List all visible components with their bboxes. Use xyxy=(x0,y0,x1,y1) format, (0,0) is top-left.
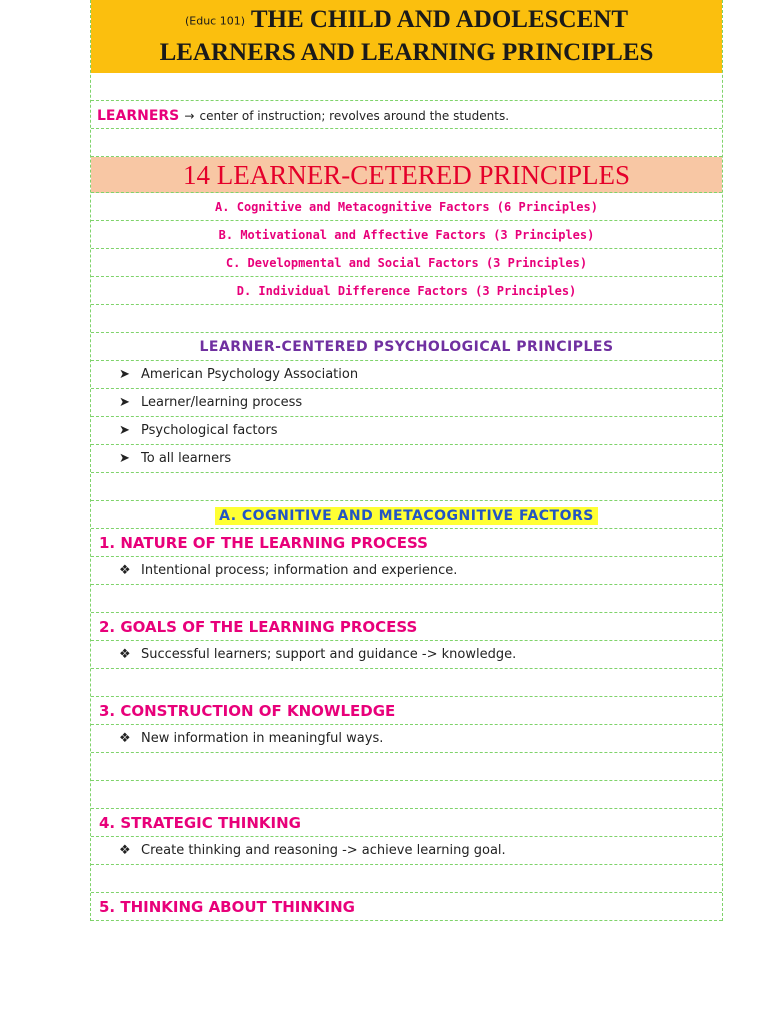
document-page xyxy=(90,0,723,921)
principle-heading: 4. STRATEGIC THINKING xyxy=(99,814,301,832)
category-line xyxy=(91,221,722,249)
psych-bullet-line xyxy=(91,389,722,417)
diamond-bullet-icon: ❖ xyxy=(119,731,131,746)
category-item: A. Cognitive and Metacognitive Factors (6 Principles) xyxy=(215,200,598,214)
blank-line xyxy=(91,585,722,613)
principle-point-line xyxy=(91,725,722,753)
psych-bullet-text: Psychological factors xyxy=(141,423,278,438)
principle-point: Successful learners; support and guidance -> knowledge. xyxy=(141,647,517,662)
blank-line xyxy=(91,73,722,101)
arrowhead-bullet-icon: ➤ xyxy=(119,423,130,438)
principle-heading-line xyxy=(91,809,722,837)
psych-bullet-text: American Psychology Association xyxy=(141,367,359,382)
category-line xyxy=(91,249,722,277)
blank-line xyxy=(91,669,722,697)
psych-title-line xyxy=(91,333,722,361)
principles-title-band xyxy=(91,157,722,193)
course-code: (Educ 101) xyxy=(184,14,246,28)
blank-line xyxy=(91,305,722,333)
blank-line xyxy=(91,781,722,809)
learners-definition-line xyxy=(91,101,722,129)
psych-bullet-line xyxy=(91,417,722,445)
learners-definition: center of instruction; revolves around the students. xyxy=(199,109,510,123)
document-header xyxy=(91,0,722,73)
principle-heading-line xyxy=(91,613,722,641)
principle-heading-line xyxy=(91,529,722,557)
category-item: C. Developmental and Social Factors (3 Principles) xyxy=(225,256,588,270)
principles-title: 14 LEARNER-CETERED PRINCIPLES xyxy=(182,160,630,190)
blank-line xyxy=(91,473,722,501)
section-a-title: A. COGNITIVE AND METACOGNITIVE FACTORS xyxy=(215,507,598,525)
principle-point: Create thinking and reasoning -> achieve learning goal. xyxy=(141,843,506,858)
blank-line xyxy=(91,865,722,893)
psych-principles-title: LEARNER-CENTERED PSYCHOLOGICAL PRINCIPLES xyxy=(199,339,614,355)
psych-bullet-text: Learner/learning process xyxy=(141,395,303,410)
category-item: D. Individual Difference Factors (3 Principles) xyxy=(236,284,577,298)
learners-arrow: → xyxy=(184,109,195,123)
principle-heading: 1. NATURE OF THE LEARNING PROCESS xyxy=(99,534,428,552)
arrowhead-bullet-icon: ➤ xyxy=(119,395,130,410)
principle-heading-line xyxy=(91,893,722,921)
psych-bullet-line xyxy=(91,361,722,389)
psych-bullet-text: To all learners xyxy=(141,451,232,466)
category-item: B. Motivational and Affective Factors (3 Principles) xyxy=(218,228,595,242)
principle-point-line xyxy=(91,641,722,669)
title-line-1: THE CHILD AND ADOLESCENT xyxy=(250,6,629,33)
principle-heading: 2. GOALS OF THE LEARNING PROCESS xyxy=(99,618,418,636)
title-line-2: LEARNERS AND LEARNING PRINCIPLES xyxy=(159,39,654,66)
diamond-bullet-icon: ❖ xyxy=(119,647,131,662)
diamond-bullet-icon: ❖ xyxy=(119,563,131,578)
header-line-1 xyxy=(91,4,722,37)
principle-heading: 5. THINKING ABOUT THINKING xyxy=(99,898,355,916)
principle-point: New information in meaningful ways. xyxy=(141,731,384,746)
category-line xyxy=(91,193,722,221)
arrowhead-bullet-icon: ➤ xyxy=(119,367,130,382)
diamond-bullet-icon: ❖ xyxy=(119,843,131,858)
principle-point: Intentional process; information and experience. xyxy=(141,563,458,578)
arrowhead-bullet-icon: ➤ xyxy=(119,451,130,466)
section-a-title-line xyxy=(91,501,722,529)
principle-heading: 3. CONSTRUCTION OF KNOWLEDGE xyxy=(99,702,396,720)
learners-label: LEARNERS xyxy=(97,108,180,124)
blank-line xyxy=(91,753,722,781)
blank-line xyxy=(91,129,722,157)
psych-bullet-line xyxy=(91,445,722,473)
principle-point-line xyxy=(91,837,722,865)
category-line xyxy=(91,277,722,305)
principle-heading-line xyxy=(91,697,722,725)
principle-point-line xyxy=(91,557,722,585)
